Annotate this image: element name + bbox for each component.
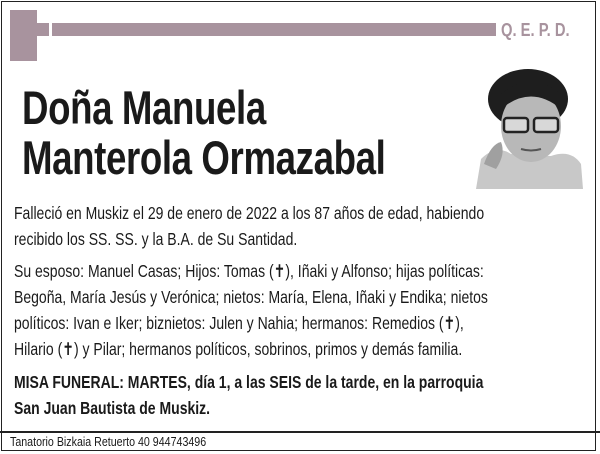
death-notice-line: Falleció en Muskiz el 29 de enero de 2022 a los 87 años de edad, habiendo [14,203,485,223]
death-notice-line: recibido los SS. SS. y la B.A. de Su Santidad. [14,229,298,249]
qepd-label: Q. E. P. D. [501,20,570,40]
deceased-name-line-2: Manterola Ormazabal [22,131,386,184]
family-line: Begoña, María Jesús y Verónica; nietos: María, Elena, Iñaki y Endika; nietos [14,287,488,307]
funeral-home-info: Tanatorio Bizkaia Retuerto 40 944743496 [10,434,207,449]
family-line: Su esposo: Manuel Casas; Hijos: Tomas (✝), Iñaki y Alfonso; hijas políticas: [14,261,484,281]
family-line: políticos: Ivan e Iker; biznietos: Julen y Nahia; hermanos: Remedios (✝), [14,313,464,333]
funeral-mass-line: MISA FUNERAL: MARTES, día 1, a las SEIS de la tarde, en la parroquia [14,372,484,392]
family-line: Hilario (✝) y Pilar; hermanos políticos, sobrinos, primos y demás familia. [14,339,463,359]
footer-divider [0,431,600,433]
funeral-mass-line: San Juan Bautista de Muskiz. [14,398,211,418]
header-divider [52,23,496,36]
portrait-photo [476,64,583,189]
cross-icon-arm [10,23,49,36]
deceased-name-line-1: Doña Manuela [22,81,266,134]
